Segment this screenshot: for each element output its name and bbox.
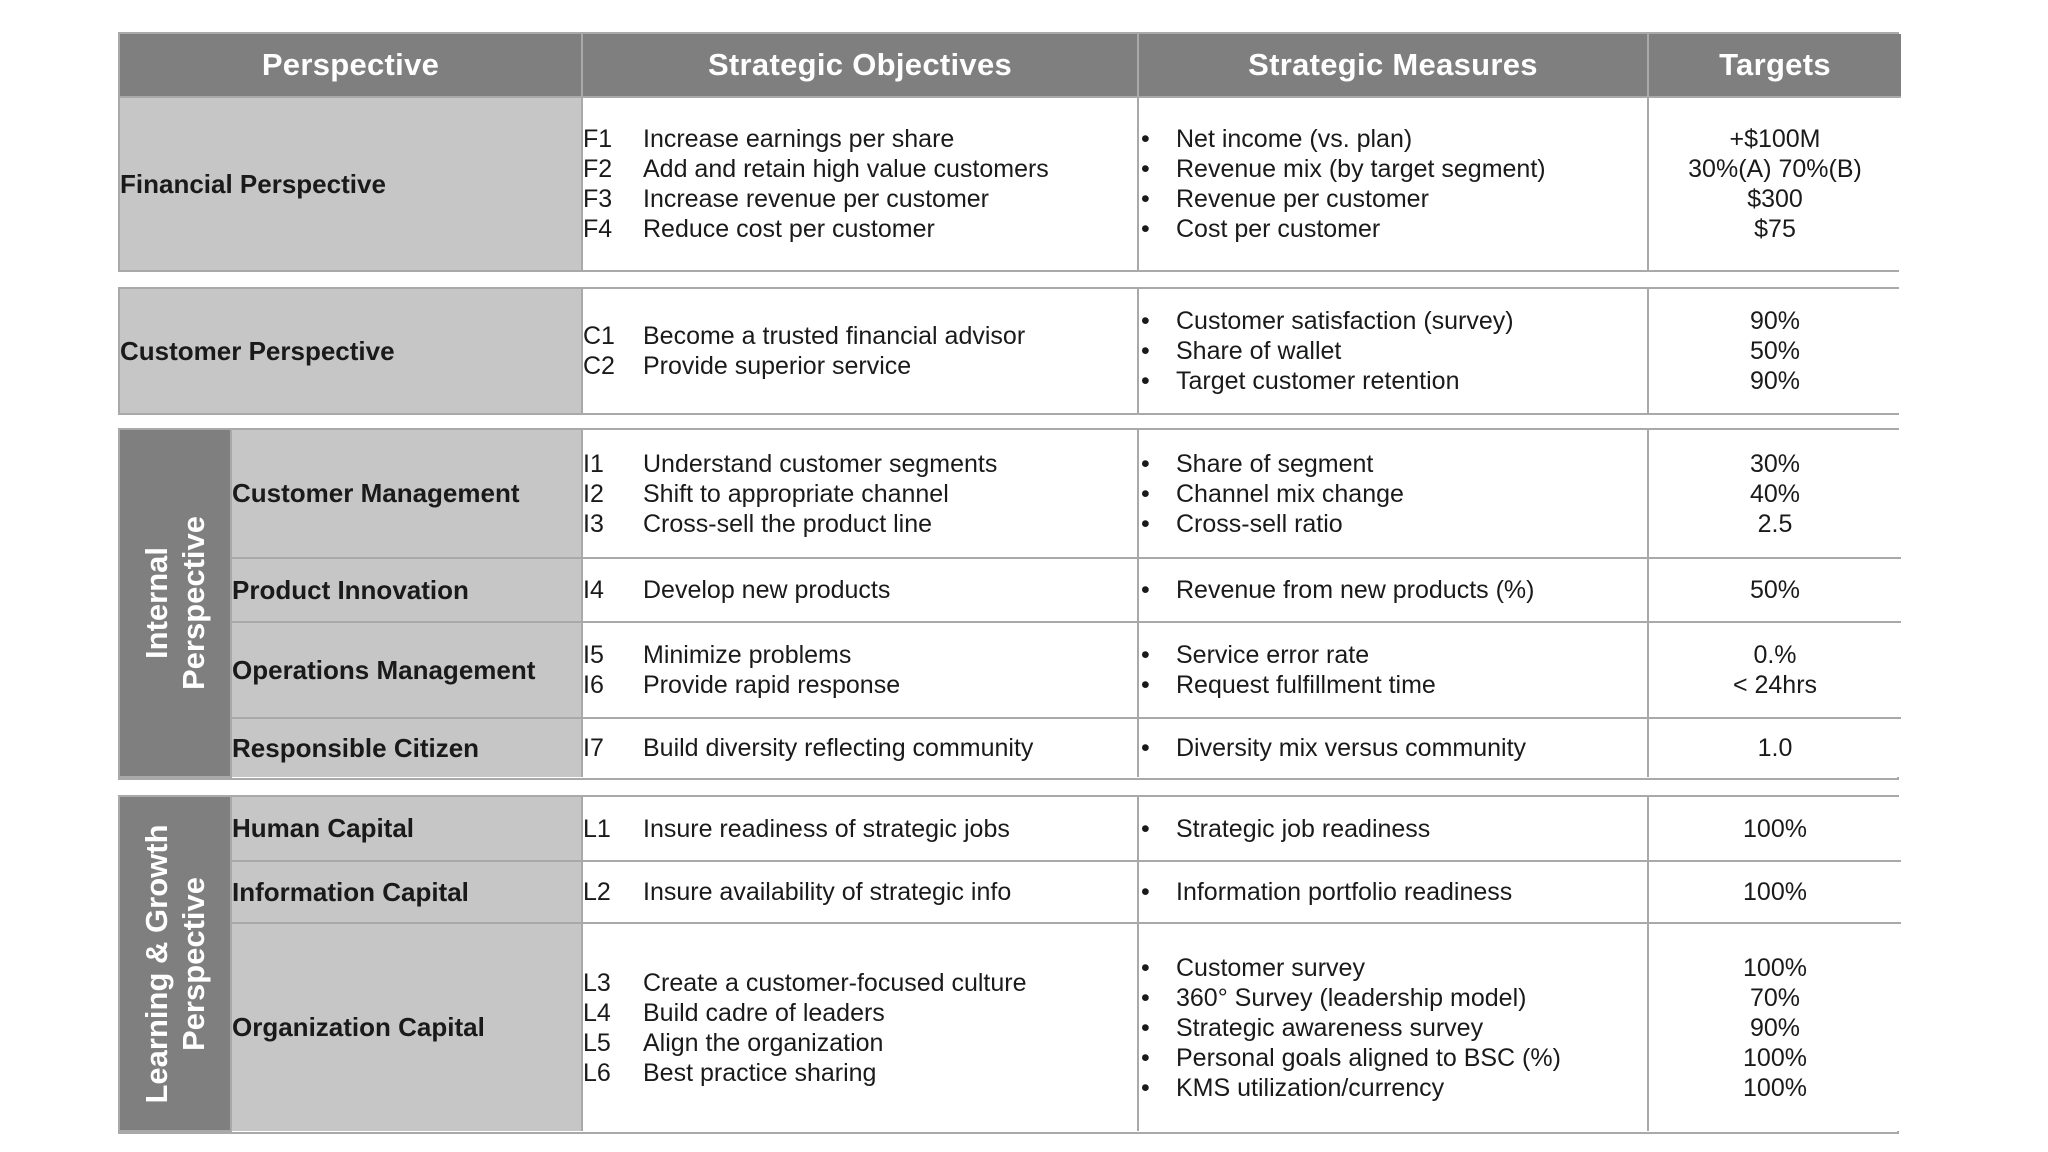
objective-text: Provide superior service: [643, 352, 912, 380]
targets-cell: [1648, 558, 1901, 622]
objective-text: Provide rapid response: [643, 671, 901, 699]
measure-item: [1139, 306, 1647, 336]
bullet-icon: •: [1141, 185, 1150, 213]
measure-item: [1139, 479, 1647, 509]
customer-measures: [1138, 289, 1648, 413]
learning-label-line1: Learning & Growth: [139, 824, 174, 1103]
measure-item: [1139, 814, 1647, 844]
sub-perspective-label: Responsible Citizen: [231, 718, 582, 777]
objective-text: Build diversity reflecting community: [643, 734, 1034, 762]
measures-cell: [1138, 797, 1648, 861]
objective-code: L1: [583, 814, 611, 843]
header-objectives: Strategic Objectives: [582, 34, 1138, 97]
objective-code: L6: [583, 1058, 611, 1087]
objective-text: Insure availability of strategic info: [643, 878, 1012, 906]
learning-perspective-label: [120, 797, 231, 1131]
objective-text: Add and retain high value customers: [643, 155, 1049, 183]
objective-code: C2: [583, 352, 615, 380]
objective-item: [583, 998, 1137, 1028]
targets-cell: [1648, 718, 1901, 777]
measure-item: [1139, 670, 1647, 700]
measure-text: Revenue mix (by target segment): [1176, 155, 1546, 183]
sub-perspective-label: Organization Capital: [231, 923, 582, 1131]
objective-code: I2: [583, 479, 604, 508]
measure-text: Customer satisfaction (survey): [1176, 307, 1514, 335]
sub-perspective-label: Operations Management: [231, 622, 582, 718]
objective-text: Shift to appropriate channel: [643, 479, 949, 508]
bullet-icon: •: [1141, 953, 1150, 982]
objectives-cell: [582, 622, 1138, 718]
header-row: [120, 34, 1901, 97]
bullet-icon: •: [1141, 125, 1150, 153]
objective-item: [583, 351, 1137, 381]
objective-code: F1: [583, 125, 613, 153]
objective-item: [583, 670, 1137, 700]
objective-item: [583, 1058, 1137, 1088]
objective-item: [583, 509, 1137, 539]
measure-item: [1139, 336, 1647, 366]
measure-text: Cost per customer: [1176, 215, 1381, 243]
objectives-cell: [582, 430, 1138, 558]
objective-text: Create a customer-focused culture: [643, 968, 1027, 997]
financial-block: [118, 32, 1899, 272]
objective-item: [583, 154, 1137, 184]
header-targets: Targets: [1648, 34, 1901, 97]
target-value: 40%: [1749, 479, 1801, 508]
target-value: 100%: [1743, 953, 1807, 982]
bullet-icon: •: [1141, 1013, 1150, 1042]
objective-item: [583, 479, 1137, 509]
target-value: $75: [1754, 215, 1796, 243]
objective-code: F3: [583, 185, 613, 213]
objective-item: [583, 1028, 1137, 1058]
sub-perspective-label: Human Capital: [231, 797, 582, 861]
measure-text: KMS utilization/currency: [1176, 1073, 1445, 1102]
measure-text: 360° Survey (leadership model): [1176, 983, 1527, 1012]
measures-cell: [1138, 622, 1648, 718]
target-value: 0.%: [1753, 641, 1797, 669]
target-value: 30%: [1749, 449, 1801, 478]
learning-row: [120, 797, 1901, 861]
internal-row: [120, 622, 1901, 718]
target-value: 100%: [1743, 1073, 1807, 1102]
measure-item: [1139, 877, 1647, 907]
bullet-icon: •: [1141, 337, 1150, 365]
objective-code: I3: [583, 509, 604, 538]
measure-item: [1139, 124, 1647, 154]
target-value: 90%: [1749, 307, 1801, 335]
objective-text: Build cadre of leaders: [643, 998, 885, 1027]
objective-code: L5: [583, 1028, 611, 1057]
targets-cell: [1648, 797, 1901, 861]
target-value: 50%: [1749, 576, 1801, 604]
bullet-icon: •: [1141, 671, 1150, 699]
learning-block: [118, 795, 1899, 1134]
objective-code: L2: [583, 878, 611, 906]
bullet-icon: •: [1141, 307, 1150, 335]
learning-row: [120, 861, 1901, 923]
bullet-icon: •: [1141, 1073, 1150, 1102]
bullet-icon: •: [1141, 479, 1150, 508]
objective-item: [583, 968, 1137, 998]
objective-text: Become a trusted financial advisor: [643, 322, 1026, 350]
target-value: 50%: [1749, 337, 1801, 365]
measure-text: Information portfolio readiness: [1176, 878, 1513, 906]
target-value: 100%: [1743, 814, 1807, 843]
objective-item: [583, 814, 1137, 844]
internal-perspective-label: [120, 430, 231, 777]
objective-text: Develop new products: [643, 576, 891, 604]
measure-text: Diversity mix versus community: [1176, 734, 1527, 762]
objective-code: F2: [583, 155, 613, 183]
objectives-cell: [582, 861, 1138, 923]
target-value: 100%: [1743, 878, 1807, 906]
header-perspective: Perspective: [120, 34, 582, 97]
measure-text: Request fulfillment time: [1176, 671, 1436, 699]
measure-item: [1139, 640, 1647, 670]
measure-item: [1139, 1043, 1647, 1073]
measure-item: [1139, 184, 1647, 214]
measure-text: Strategic awareness survey: [1176, 1013, 1484, 1042]
measure-text: Channel mix change: [1176, 479, 1404, 508]
measure-text: Share of wallet: [1176, 337, 1342, 365]
objective-text: Increase revenue per customer: [643, 185, 990, 213]
objective-text: Cross-sell the product line: [643, 509, 933, 538]
bullet-icon: •: [1141, 367, 1150, 395]
bullet-icon: •: [1141, 1043, 1150, 1072]
target-value: 90%: [1749, 367, 1801, 395]
objective-text: Increase earnings per share: [643, 125, 955, 153]
bullet-icon: •: [1141, 449, 1150, 478]
objectives-cell: [582, 718, 1138, 777]
objective-text: Align the organization: [643, 1028, 884, 1057]
objective-item: [583, 733, 1137, 763]
customer-row: [120, 289, 1901, 413]
objective-text: Reduce cost per customer: [643, 215, 935, 243]
targets-cell: [1648, 861, 1901, 923]
objective-code: L3: [583, 968, 611, 997]
measure-item: [1139, 1013, 1647, 1043]
measure-text: Customer survey: [1176, 953, 1365, 982]
measure-item: [1139, 1073, 1647, 1103]
internal-row: [120, 558, 1901, 622]
objective-item: [583, 214, 1137, 244]
target-value: 90%: [1749, 1013, 1801, 1042]
objective-text: Understand customer segments: [643, 449, 998, 478]
measure-item: [1139, 509, 1647, 539]
target-value: +$100M: [1729, 125, 1821, 153]
measure-item: [1139, 214, 1647, 244]
objectives-cell: [582, 923, 1138, 1131]
objective-code: I4: [583, 576, 604, 604]
objective-item: [583, 184, 1137, 214]
objective-item: [583, 449, 1137, 479]
targets-cell: [1648, 622, 1901, 718]
target-value: 1.0: [1757, 734, 1793, 762]
customer-objectives: [582, 289, 1138, 413]
targets-cell: [1648, 430, 1901, 558]
sub-perspective-label: Customer Management: [231, 430, 582, 558]
internal-label-line1: Internal: [139, 547, 174, 659]
customer-targets: [1648, 289, 1901, 413]
targets-cell: [1648, 923, 1901, 1131]
measure-item: [1139, 953, 1647, 983]
sub-perspective-label: Product Innovation: [231, 558, 582, 622]
sub-perspective-label: Information Capital: [231, 861, 582, 923]
target-value: $300: [1747, 185, 1803, 213]
measure-item: [1139, 983, 1647, 1013]
learning-label-line2: Perspective: [176, 876, 211, 1051]
measure-text: Revenue from new products (%): [1176, 576, 1535, 604]
objective-item: [583, 640, 1137, 670]
objective-code: I6: [583, 671, 604, 699]
measures-cell: [1138, 430, 1648, 558]
measure-item: [1139, 366, 1647, 396]
objectives-cell: [582, 797, 1138, 861]
bullet-icon: •: [1141, 576, 1150, 604]
internal-row: [120, 430, 1901, 558]
target-value: < 24hrs: [1732, 671, 1818, 699]
objective-item: [583, 321, 1137, 351]
measure-text: Revenue per customer: [1176, 185, 1429, 213]
measure-text: Service error rate: [1176, 641, 1370, 669]
bullet-icon: •: [1141, 983, 1150, 1012]
target-value: 2.5: [1757, 509, 1793, 538]
measure-text: Strategic job readiness: [1176, 814, 1431, 843]
measure-text: Share of segment: [1176, 449, 1374, 478]
customer-label: Customer Perspective: [120, 289, 582, 413]
financial-measures: [1138, 97, 1648, 270]
customer-block: [118, 287, 1899, 415]
objectives-cell: [582, 558, 1138, 622]
objective-code: I5: [583, 641, 604, 669]
learning-row: [120, 923, 1901, 1131]
bullet-icon: •: [1141, 814, 1150, 843]
header-measures: Strategic Measures: [1138, 34, 1648, 97]
measure-item: [1139, 575, 1647, 605]
bullet-icon: •: [1141, 509, 1150, 538]
objective-text: Best practice sharing: [643, 1058, 877, 1087]
measure-text: Target customer retention: [1176, 367, 1460, 395]
target-value: 30%(A) 70%(B): [1688, 155, 1862, 183]
bullet-icon: •: [1141, 734, 1150, 762]
objective-text: Insure readiness of strategic jobs: [643, 814, 1010, 843]
objective-item: [583, 575, 1137, 605]
measures-cell: [1138, 861, 1648, 923]
objective-text: Minimize problems: [643, 641, 852, 669]
internal-label-line2: Perspective: [176, 515, 211, 691]
financial-targets: [1648, 97, 1901, 270]
bullet-icon: •: [1141, 878, 1150, 906]
objective-item: [583, 124, 1137, 154]
measure-item: [1139, 154, 1647, 184]
measure-item: [1139, 733, 1647, 763]
objective-code: C1: [583, 322, 615, 350]
financial-objectives: [582, 97, 1138, 270]
internal-block: [118, 428, 1899, 780]
measures-cell: [1138, 923, 1648, 1131]
measures-cell: [1138, 558, 1648, 622]
measure-text: Personal goals aligned to BSC (%): [1176, 1043, 1561, 1072]
target-value: 70%: [1749, 983, 1801, 1012]
bullet-icon: •: [1141, 641, 1150, 669]
objective-code: I7: [583, 734, 604, 762]
objective-item: [583, 877, 1137, 907]
objective-code: L4: [583, 998, 611, 1027]
measure-text: Net income (vs. plan): [1176, 125, 1413, 153]
bullet-icon: •: [1141, 215, 1150, 243]
target-value: 100%: [1743, 1043, 1807, 1072]
internal-row: [120, 718, 1901, 777]
financial-label: Financial Perspective: [120, 97, 582, 270]
objective-code: I1: [583, 449, 604, 478]
financial-row: [120, 97, 1901, 270]
measure-item: [1139, 449, 1647, 479]
measure-text: Cross-sell ratio: [1176, 509, 1343, 538]
bullet-icon: •: [1141, 155, 1150, 183]
measures-cell: [1138, 718, 1648, 777]
objective-code: F4: [583, 215, 613, 243]
